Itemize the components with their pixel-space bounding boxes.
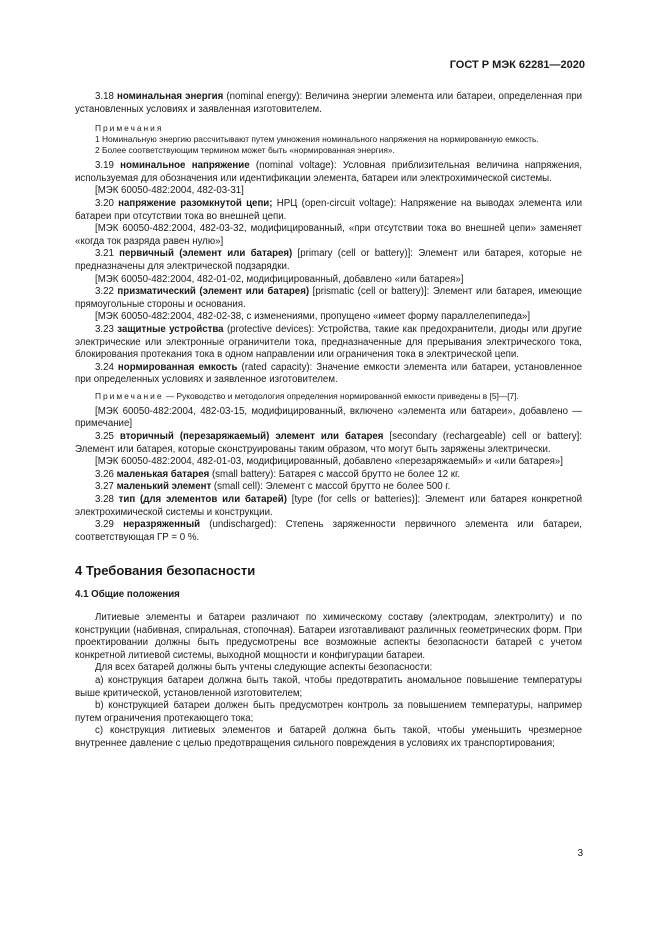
term-3-22 <box>75 286 582 311</box>
term-number: 3.27 <box>95 481 114 493</box>
term-number: 3.26 <box>95 468 114 480</box>
term-name: призматический (элемент или батарея) <box>117 286 310 298</box>
term-name: вторичный (перезаряжаемый) элемент или батарея <box>119 431 384 443</box>
term-3-25 <box>75 431 582 456</box>
term-definition: [type (for cells or batteries)]: Элемент или батарея конкретной электрохимической системы и конструкции. <box>75 494 583 518</box>
term-3-19 <box>75 160 582 185</box>
page-number: 3 <box>577 848 583 859</box>
term-definition: (protective devices): Устройства, такие как предохранители, диоды или другие электрические или электронные ограничители тока, предназначенные для прерывания электрического тока, блокирования протекания тока в одном направлении или ограничения тока в электрической цепи. <box>75 323 582 361</box>
term-number: 3.18 <box>95 91 114 102</box>
page-content <box>75 91 582 751</box>
term-number: 3.29 <box>95 519 114 531</box>
term-definition: НРЦ (open-circuit voltage): Напряжение на выводах элемента или батареи при отсутствии тока во внешней цепи. <box>75 197 582 222</box>
standard-header: ГОСТ Р МЭК 62281—2020 <box>449 59 585 71</box>
note-1: 1 Номинальную энергию рассчитывают путем умножения номинального напряжения на нормированную емкость. <box>95 134 539 145</box>
term-reference: [МЭК 60050-482:2004, 482-01-02, модифицированный, добавлено «или батарея»] <box>95 273 464 285</box>
body-paragraph: Литиевые элементы и батареи различают по химическому составу (электродам, электролиту) и по конструкции (набивная, спиральная, стопочная). Батареи изготавливают различных геометрических форм. При проектировании должны быть предусмотрены все возможные аспекты безопасности батарей с учетом конкретной литиевой системы, выходной мощности и конфигурации батареи. <box>75 612 582 661</box>
term-definition: [primary (cell or battery)]: Элемент или батарея, которые не предназначены для электрической подзарядки. <box>75 248 582 272</box>
term-name: маленькая батарея <box>116 468 210 480</box>
term-name: напряжение разомкнутой цепи; <box>118 197 273 209</box>
term-3-26 <box>75 469 582 482</box>
subsection-title: 4.1 Общие положения <box>75 589 180 601</box>
term-3-20 <box>75 198 582 223</box>
term-number: 3.28 <box>95 494 114 506</box>
term-definition: (small battery): Батарея с массой брутто не более 12 кг. <box>209 468 461 480</box>
term-definition: (rated capacity): Значение емкости элемента или батареи, установленное при определенных условиях и заявленное изготовителем. <box>75 361 582 386</box>
term-name: номинальная энергия <box>116 91 224 102</box>
notes-heading: Примечания <box>95 123 164 134</box>
term-number: 3.25 <box>95 431 114 443</box>
list-item-a: а) конструкция батареи должна быть такой, чтобы предотвратить аномальное повышение температуры выше критической, установленной изготовителем; <box>75 674 582 699</box>
term-name: тип (для элементов или батарей) <box>118 494 287 506</box>
term-definition: (nominal energy): Величина энергии элемента или батареи, определенная при установленных условиях и заявленная изготовителем. <box>75 91 582 115</box>
term-3-27 <box>75 481 582 494</box>
note-2: 2 Более соответствующим термином может быть «нормированная энергия». <box>95 145 395 156</box>
term-3-23 <box>75 324 582 362</box>
term-reference: [МЭК 60050-482:2004, 482-03-32, модифицированный, «при отсутствии тока во внешней цепи» заменяет «когда ток разряда равен нулю»] <box>75 223 582 247</box>
term-reference: [МЭК 60050-482:2004, 482-02-38, с изменениями, пропущено «имеет форму параллелепипеда»] <box>95 311 531 323</box>
term-definition: [secondary (rechargeable) cell or battery]: Элемент или батарея, которые сконструированы таким образом, что могут быть заряжены электрически. <box>75 431 582 455</box>
term-note <box>75 391 582 402</box>
term-3-29 <box>75 519 582 544</box>
term-name: нормированная емкость <box>117 361 238 373</box>
term-3-18 <box>75 91 582 116</box>
term-reference: [МЭК 60050-482:2004, 482-01-03, модифицированный, добавлено «перезаряжаемый» и «или батарея»] <box>95 456 563 468</box>
section-title: 4 Требования безопасности <box>75 563 256 579</box>
term-name: маленький элемент <box>116 481 212 493</box>
term-name: номинальное напряжение <box>120 160 250 172</box>
term-name: неразряженный <box>123 519 201 531</box>
term-reference: [МЭК 60050-482:2004, 482-03-15, модифицированный, включено «элемента или батареи», добавлено — примечание] <box>75 405 582 430</box>
term-definition: (nominal voltage): Условная приблизительная величина напряжения, используемая для обозначения или идентификации элемента, батареи или электрохимической системы. <box>75 160 582 184</box>
term-reference: [МЭК 60050-482:2004, 482-03-31] <box>95 185 244 197</box>
term-number: 3.23 <box>95 323 114 335</box>
term-number: 3.21 <box>95 248 114 260</box>
note-label: Примечание <box>95 390 164 401</box>
term-number: 3.22 <box>95 286 114 298</box>
list-item-c: c) конструкция литиевых элементов и батарей должна быть такой, чтобы уменьшить чрезмерное внутреннее давление с целью предотвращения сильного повреждения в условиях их транспортирования; <box>75 725 582 749</box>
term-definition: [prismatic (cell or battery)]: Элемент или батарея, имеющие прямоугольные стороны и основания. <box>75 286 582 310</box>
body-paragraph: Для всех батарей должны быть учтены следующие аспекты безопасности: <box>95 662 433 674</box>
term-3-21 <box>75 248 582 273</box>
term-definition: (undischarged): Степень заряженности первичного элемента или батареи, соответствующая ГР = 0 %. <box>75 519 582 543</box>
term-number: 3.24 <box>95 361 114 373</box>
list-item-b: b) конструкцией батареи должен быть предусмотрен контроль за повышением температуры, например путем ограничения протекающего тока; <box>75 700 582 724</box>
term-number: 3.19 <box>95 160 114 172</box>
term-name: защитные устройства <box>117 323 224 335</box>
term-number: 3.20 <box>95 197 114 209</box>
term-definition: (small cell): Элемент с массой брутто не более 500 г. <box>211 481 451 493</box>
term-name: первичный (элемент или батарея) <box>119 248 293 260</box>
term-3-24 <box>75 362 582 387</box>
term-3-28 <box>75 494 582 519</box>
note-text: — Руководство и методология определения нормированной емкости приведены в [5]—[7]. <box>163 390 519 401</box>
